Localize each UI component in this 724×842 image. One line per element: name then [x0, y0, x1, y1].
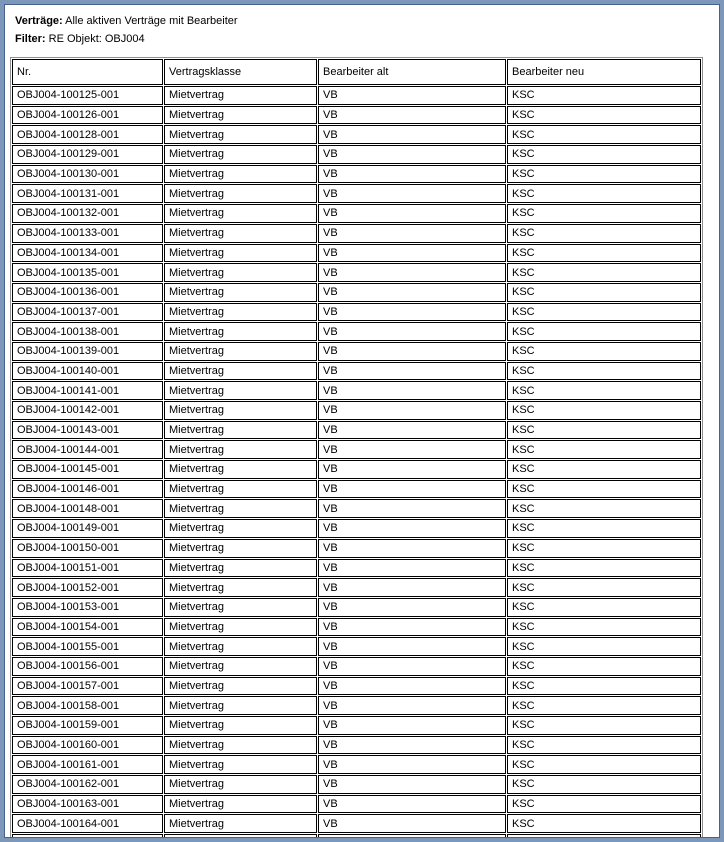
cell-bearbeiter-alt: VB	[318, 499, 506, 518]
cell-nr: OBJ004-100136-001	[12, 283, 163, 302]
table-row	[12, 86, 701, 105]
cell-vertragsklasse: Mietvertrag	[164, 677, 317, 696]
table-row	[12, 106, 701, 125]
cell-bearbeiter-neu: KSC	[507, 480, 701, 499]
cell-nr: OBJ004-100137-001	[12, 303, 163, 322]
cell-bearbeiter-alt: VB	[318, 165, 506, 184]
cell-vertragsklasse: Mietvertrag	[164, 795, 317, 814]
cell-nr: OBJ004-100148-001	[12, 499, 163, 518]
cell-vertragsklasse: Mietvertrag	[164, 716, 317, 735]
column-header-vertragsklasse: Vertragsklasse	[164, 59, 317, 85]
cell-nr: OBJ004-100130-001	[12, 165, 163, 184]
table-row	[12, 460, 701, 479]
cell-bearbeiter-neu: KSC	[507, 263, 701, 282]
cell-bearbeiter-alt: VB	[318, 539, 506, 558]
cell-vertragsklasse: Mietvertrag	[164, 283, 317, 302]
table-body-overflow	[12, 834, 701, 838]
cell-vertragsklasse: Mietvertrag	[164, 559, 317, 578]
report-filter-text: RE Objekt: OBJ004	[48, 33, 145, 45]
partial-cell	[507, 834, 701, 838]
cell-nr: OBJ004-100159-001	[12, 716, 163, 735]
cell-bearbeiter-neu: KSC	[507, 303, 701, 322]
cell-nr: OBJ004-100138-001	[12, 322, 163, 341]
cell-bearbeiter-neu: KSC	[507, 677, 701, 696]
cell-vertragsklasse: Mietvertrag	[164, 342, 317, 361]
cell-bearbeiter-neu: KSC	[507, 736, 701, 755]
cell-vertragsklasse: Mietvertrag	[164, 401, 317, 420]
cell-nr: OBJ004-100125-001	[12, 86, 163, 105]
cell-vertragsklasse: Mietvertrag	[164, 736, 317, 755]
table-row	[12, 696, 701, 715]
cell-bearbeiter-alt: VB	[318, 342, 506, 361]
partial-cell	[164, 834, 317, 838]
cell-bearbeiter-neu: KSC	[507, 401, 701, 420]
cell-nr: OBJ004-100139-001	[12, 342, 163, 361]
cell-bearbeiter-alt: VB	[318, 755, 506, 774]
cell-vertragsklasse: Mietvertrag	[164, 657, 317, 676]
cell-bearbeiter-neu: KSC	[507, 125, 701, 144]
cell-vertragsklasse: Mietvertrag	[164, 618, 317, 637]
cell-bearbeiter-neu: KSC	[507, 499, 701, 518]
cell-vertragsklasse: Mietvertrag	[164, 224, 317, 243]
table-row	[12, 578, 701, 597]
cell-bearbeiter-alt: VB	[318, 263, 506, 282]
cell-nr: OBJ004-100164-001	[12, 814, 163, 833]
cell-nr: OBJ004-100153-001	[12, 598, 163, 617]
table-row	[12, 263, 701, 282]
cell-bearbeiter-alt: VB	[318, 696, 506, 715]
cell-vertragsklasse: Mietvertrag	[164, 460, 317, 479]
cell-bearbeiter-neu: KSC	[507, 657, 701, 676]
cell-nr: OBJ004-100129-001	[12, 145, 163, 164]
table-row	[12, 283, 701, 302]
cell-nr: OBJ004-100157-001	[12, 677, 163, 696]
cell-vertragsklasse: Mietvertrag	[164, 125, 317, 144]
cell-bearbeiter-alt: VB	[318, 480, 506, 499]
table-row	[12, 244, 701, 263]
cell-nr: OBJ004-100150-001	[12, 539, 163, 558]
cell-vertragsklasse: Mietvertrag	[164, 381, 317, 400]
cell-bearbeiter-neu: KSC	[507, 795, 701, 814]
cell-bearbeiter-neu: KSC	[507, 184, 701, 203]
table-row	[12, 224, 701, 243]
cell-bearbeiter-neu: KSC	[507, 421, 701, 440]
cell-nr: OBJ004-100131-001	[12, 184, 163, 203]
cell-vertragsklasse: Mietvertrag	[164, 145, 317, 164]
cell-vertragsklasse: Mietvertrag	[164, 303, 317, 322]
cell-bearbeiter-neu: KSC	[507, 204, 701, 223]
cell-bearbeiter-neu: KSC	[507, 716, 701, 735]
table-row	[12, 637, 701, 656]
table-row	[12, 716, 701, 735]
table-row	[12, 499, 701, 518]
table-row	[12, 440, 701, 459]
cell-nr: OBJ004-100126-001	[12, 106, 163, 125]
cell-bearbeiter-alt: VB	[318, 322, 506, 341]
table-row	[12, 303, 701, 322]
cell-bearbeiter-neu: KSC	[507, 696, 701, 715]
cell-nr: OBJ004-100144-001	[12, 440, 163, 459]
cell-bearbeiter-alt: VB	[318, 618, 506, 637]
cell-vertragsklasse: Mietvertrag	[164, 263, 317, 282]
cell-bearbeiter-neu: KSC	[507, 618, 701, 637]
cell-bearbeiter-alt: VB	[318, 775, 506, 794]
cell-bearbeiter-neu: KSC	[507, 460, 701, 479]
cell-vertragsklasse: Mietvertrag	[164, 204, 317, 223]
cell-bearbeiter-neu: KSC	[507, 775, 701, 794]
cell-nr: OBJ004-100135-001	[12, 263, 163, 282]
cell-vertragsklasse: Mietvertrag	[164, 440, 317, 459]
cell-nr: OBJ004-100128-001	[12, 125, 163, 144]
cell-nr: OBJ004-100163-001	[12, 795, 163, 814]
table-header	[12, 59, 701, 85]
cell-nr: OBJ004-100145-001	[12, 460, 163, 479]
table-row	[12, 125, 701, 144]
cell-vertragsklasse: Mietvertrag	[164, 598, 317, 617]
cell-nr: OBJ004-100132-001	[12, 204, 163, 223]
cell-vertragsklasse: Mietvertrag	[164, 578, 317, 597]
cell-nr: OBJ004-100155-001	[12, 637, 163, 656]
cell-bearbeiter-neu: KSC	[507, 578, 701, 597]
table-row	[12, 755, 701, 774]
cell-bearbeiter-alt: VB	[318, 440, 506, 459]
cell-nr: OBJ004-100140-001	[12, 362, 163, 381]
cell-nr: OBJ004-100133-001	[12, 224, 163, 243]
cell-vertragsklasse: Mietvertrag	[164, 86, 317, 105]
cell-bearbeiter-alt: VB	[318, 559, 506, 578]
cell-bearbeiter-alt: VB	[318, 814, 506, 833]
cell-bearbeiter-alt: VB	[318, 145, 506, 164]
cell-bearbeiter-neu: KSC	[507, 86, 701, 105]
table-body	[12, 86, 701, 833]
cell-bearbeiter-alt: VB	[318, 106, 506, 125]
table-row	[12, 401, 701, 420]
cell-nr: OBJ004-100146-001	[12, 480, 163, 499]
cell-bearbeiter-neu: KSC	[507, 342, 701, 361]
table-row	[12, 421, 701, 440]
cell-bearbeiter-alt: VB	[318, 362, 506, 381]
cell-bearbeiter-alt: VB	[318, 303, 506, 322]
cell-bearbeiter-alt: VB	[318, 598, 506, 617]
cell-bearbeiter-neu: KSC	[507, 283, 701, 302]
cell-bearbeiter-neu: KSC	[507, 145, 701, 164]
cell-bearbeiter-neu: KSC	[507, 224, 701, 243]
cell-nr: OBJ004-100149-001	[12, 519, 163, 538]
cell-bearbeiter-neu: KSC	[507, 755, 701, 774]
cell-vertragsklasse: Mietvertrag	[164, 184, 317, 203]
cell-nr: OBJ004-100154-001	[12, 618, 163, 637]
cell-bearbeiter-neu: KSC	[507, 637, 701, 656]
table-row	[12, 795, 701, 814]
column-header-nr: Nr.	[12, 59, 163, 85]
cell-bearbeiter-neu: KSC	[507, 440, 701, 459]
cell-bearbeiter-neu: KSC	[507, 165, 701, 184]
report-page	[4, 4, 720, 838]
table-row	[12, 598, 701, 617]
cell-vertragsklasse: Mietvertrag	[164, 106, 317, 125]
cell-vertragsklasse: Mietvertrag	[164, 696, 317, 715]
report-filter-label: Filter:	[15, 33, 46, 45]
table-row	[12, 775, 701, 794]
cell-bearbeiter-alt: VB	[318, 578, 506, 597]
cell-nr: OBJ004-100142-001	[12, 401, 163, 420]
cell-bearbeiter-alt: VB	[318, 736, 506, 755]
cell-bearbeiter-alt: VB	[318, 184, 506, 203]
report-title-line	[15, 12, 719, 30]
cell-vertragsklasse: Mietvertrag	[164, 421, 317, 440]
cell-nr: OBJ004-100143-001	[12, 421, 163, 440]
cell-bearbeiter-alt: VB	[318, 204, 506, 223]
cell-bearbeiter-alt: VB	[318, 795, 506, 814]
cell-bearbeiter-neu: KSC	[507, 559, 701, 578]
cell-bearbeiter-alt: VB	[318, 637, 506, 656]
cell-bearbeiter-neu: KSC	[507, 814, 701, 833]
cell-nr: OBJ004-100134-001	[12, 244, 163, 263]
cell-nr: OBJ004-100161-001	[12, 755, 163, 774]
cell-vertragsklasse: Mietvertrag	[164, 322, 317, 341]
table-row	[12, 559, 701, 578]
cell-nr: OBJ004-100158-001	[12, 696, 163, 715]
cell-vertragsklasse: Mietvertrag	[164, 480, 317, 499]
table-row	[12, 539, 701, 558]
report-filter-line	[15, 30, 719, 48]
report-title-label: Verträge:	[15, 15, 63, 27]
partial-cell	[318, 834, 506, 838]
cell-bearbeiter-neu: KSC	[507, 244, 701, 263]
column-header-bearbeiter-alt: Bearbeiter alt	[318, 59, 506, 85]
cell-bearbeiter-alt: VB	[318, 519, 506, 538]
cell-bearbeiter-neu: KSC	[507, 322, 701, 341]
table-row	[12, 657, 701, 676]
table-row	[12, 814, 701, 833]
table-row	[12, 736, 701, 755]
cell-vertragsklasse: Mietvertrag	[164, 362, 317, 381]
cell-bearbeiter-alt: VB	[318, 86, 506, 105]
table-row	[12, 381, 701, 400]
cell-vertragsklasse: Mietvertrag	[164, 775, 317, 794]
cell-vertragsklasse: Mietvertrag	[164, 499, 317, 518]
cell-vertragsklasse: Mietvertrag	[164, 637, 317, 656]
cell-bearbeiter-neu: KSC	[507, 381, 701, 400]
cell-bearbeiter-alt: VB	[318, 283, 506, 302]
cell-bearbeiter-neu: KSC	[507, 539, 701, 558]
cell-bearbeiter-alt: VB	[318, 224, 506, 243]
cell-nr: OBJ004-100156-001	[12, 657, 163, 676]
cell-bearbeiter-alt: VB	[318, 460, 506, 479]
table-row	[12, 519, 701, 538]
cell-vertragsklasse: Mietvertrag	[164, 539, 317, 558]
column-header-bearbeiter-neu: Bearbeiter neu	[507, 59, 701, 85]
table-row	[12, 204, 701, 223]
header-row	[12, 59, 701, 85]
cell-nr: OBJ004-100141-001	[12, 381, 163, 400]
cell-vertragsklasse: Mietvertrag	[164, 244, 317, 263]
partial-cell	[12, 834, 163, 838]
table-row	[12, 342, 701, 361]
table-row	[12, 145, 701, 164]
table-row	[12, 322, 701, 341]
cell-bearbeiter-neu: KSC	[507, 519, 701, 538]
cell-nr: OBJ004-100160-001	[12, 736, 163, 755]
cell-bearbeiter-alt: VB	[318, 716, 506, 735]
cell-nr: OBJ004-100151-001	[12, 559, 163, 578]
cell-vertragsklasse: Mietvertrag	[164, 165, 317, 184]
partial-row	[12, 834, 701, 838]
report-title-text: Alle aktiven Verträge mit Bearbeiter	[65, 15, 238, 27]
cell-bearbeiter-alt: VB	[318, 657, 506, 676]
table-row	[12, 480, 701, 499]
cell-bearbeiter-neu: KSC	[507, 598, 701, 617]
cell-nr: OBJ004-100162-001	[12, 775, 163, 794]
cell-vertragsklasse: Mietvertrag	[164, 755, 317, 774]
cell-bearbeiter-alt: VB	[318, 401, 506, 420]
cell-bearbeiter-neu: KSC	[507, 362, 701, 381]
cell-bearbeiter-neu: KSC	[507, 106, 701, 125]
table-row	[12, 184, 701, 203]
cell-bearbeiter-alt: VB	[318, 381, 506, 400]
contracts-table	[10, 57, 703, 838]
cell-bearbeiter-alt: VB	[318, 421, 506, 440]
table-row	[12, 618, 701, 637]
cell-bearbeiter-alt: VB	[318, 125, 506, 144]
table-row	[12, 165, 701, 184]
cell-vertragsklasse: Mietvertrag	[164, 519, 317, 538]
table-row	[12, 362, 701, 381]
table-row	[12, 677, 701, 696]
cell-bearbeiter-alt: VB	[318, 244, 506, 263]
cell-nr: OBJ004-100152-001	[12, 578, 163, 597]
cell-bearbeiter-alt: VB	[318, 677, 506, 696]
cell-vertragsklasse: Mietvertrag	[164, 814, 317, 833]
